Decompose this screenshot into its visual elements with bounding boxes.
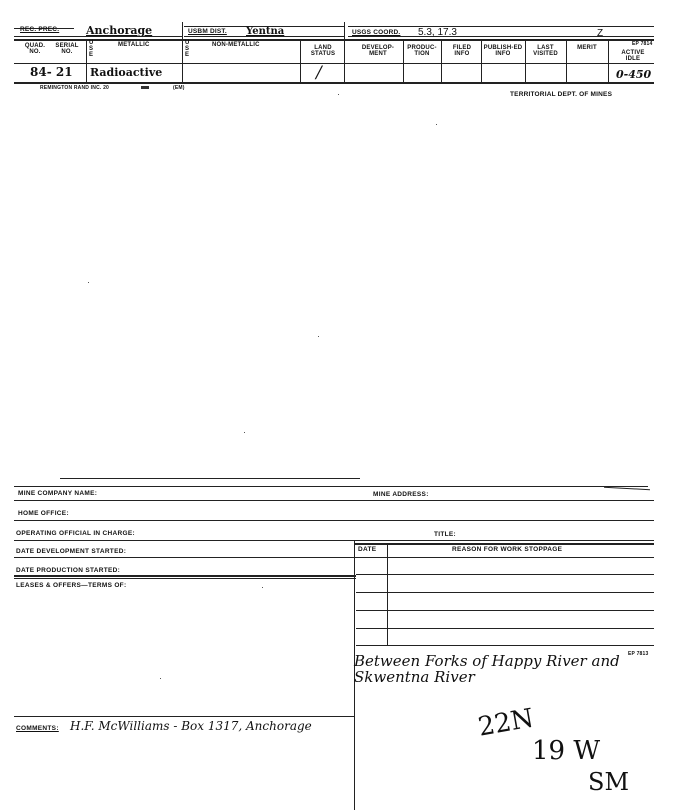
- col-us-nonmetallic-letters: U S E: [185, 40, 190, 58]
- active-idle-value: 0-450: [616, 68, 652, 81]
- form-number-bottom: EP 7813: [628, 651, 649, 657]
- scan-speck: [338, 94, 339, 95]
- scan-speck: [88, 282, 89, 283]
- printer-mark: [141, 86, 149, 89]
- scan-speck: [244, 432, 245, 433]
- rec-prec-value: Anchorage: [86, 24, 153, 37]
- col-metallic: METALLIC: [118, 42, 150, 48]
- usbm-dist-value: Yentna: [246, 26, 285, 37]
- dept-name: TERRITORIAL DEPT. OF MINES: [510, 91, 613, 98]
- scan-speck: [262, 587, 263, 588]
- col-active-idle: ACTIVE IDLE: [621, 50, 645, 62]
- scan-speck: [318, 336, 319, 337]
- stoppage-reason-header: REASON FOR WORK STOPPAGE: [452, 546, 563, 553]
- operating-official-label: OPERATING OFFICIAL IN CHARGE:: [16, 530, 135, 537]
- usgs-coord-label: USGS COORD.: [352, 29, 401, 36]
- printer-code: (EM): [173, 85, 185, 91]
- scan-speck: [436, 124, 437, 125]
- rec-prec-label: REC. PREC.: [20, 26, 60, 33]
- col-non-metallic: NON-METALLIC: [212, 42, 260, 48]
- title-label: TITLE:: [434, 531, 457, 538]
- township-note: 22N: [475, 703, 537, 743]
- usbm-dist-label: USBM DIST.: [188, 28, 227, 35]
- date-development-label: DATE DEVELOPMENT STARTED:: [16, 548, 127, 555]
- corner-mark: Z: [597, 28, 604, 39]
- meridian-note: SM: [588, 768, 630, 796]
- form-number-top: EP 7814: [632, 41, 653, 47]
- usgs-coord-value: 5.3, 17.3: [418, 27, 457, 38]
- comments-value: H.F. McWilliams - Box 1317, Anchorage: [70, 719, 312, 733]
- comments-label: COMMENTS:: [16, 725, 59, 732]
- location-note-line2: Skwentna River: [354, 668, 475, 686]
- col-production: PRODUC-TION: [407, 45, 437, 57]
- stoppage-date-header: DATE: [358, 546, 377, 553]
- metallic-value: Radioactive: [90, 66, 163, 79]
- leases-label: LEASES & OFFERS—TERMS OF:: [16, 582, 127, 589]
- mine-company-name-label: MINE COMPANY NAME:: [18, 490, 98, 497]
- range-note: 19 W: [532, 736, 601, 766]
- date-production-label: DATE PRODUCTION STARTED:: [16, 567, 121, 574]
- land-status-value: /: [316, 63, 322, 83]
- col-serial-no: SERIAL NO.: [55, 43, 79, 55]
- col-us-metallic-letters: U S E: [89, 40, 94, 58]
- home-office-label: HOME OFFICE:: [18, 510, 69, 517]
- col-published-info: PUBLISH-ED INFO: [483, 45, 523, 57]
- col-development: DEVELOP-MENT: [361, 45, 395, 57]
- col-land-status: LAND STATUS: [310, 45, 336, 57]
- printer-line: REMINGTON RAND INC. 20: [40, 85, 110, 91]
- scan-speck: [160, 678, 161, 679]
- col-quad-no: QUAD. NO.: [24, 43, 46, 55]
- location-note-line1: Between Forks of Happy River and: [354, 652, 620, 670]
- mine-address-label: MINE ADDRESS:: [373, 491, 429, 498]
- col-last-visited: LAST VISITED: [533, 45, 558, 57]
- col-merit: MERIT: [577, 45, 597, 51]
- quad-serial-value: 84- 21: [30, 65, 73, 79]
- col-filed-info: FILED INFO: [452, 45, 472, 57]
